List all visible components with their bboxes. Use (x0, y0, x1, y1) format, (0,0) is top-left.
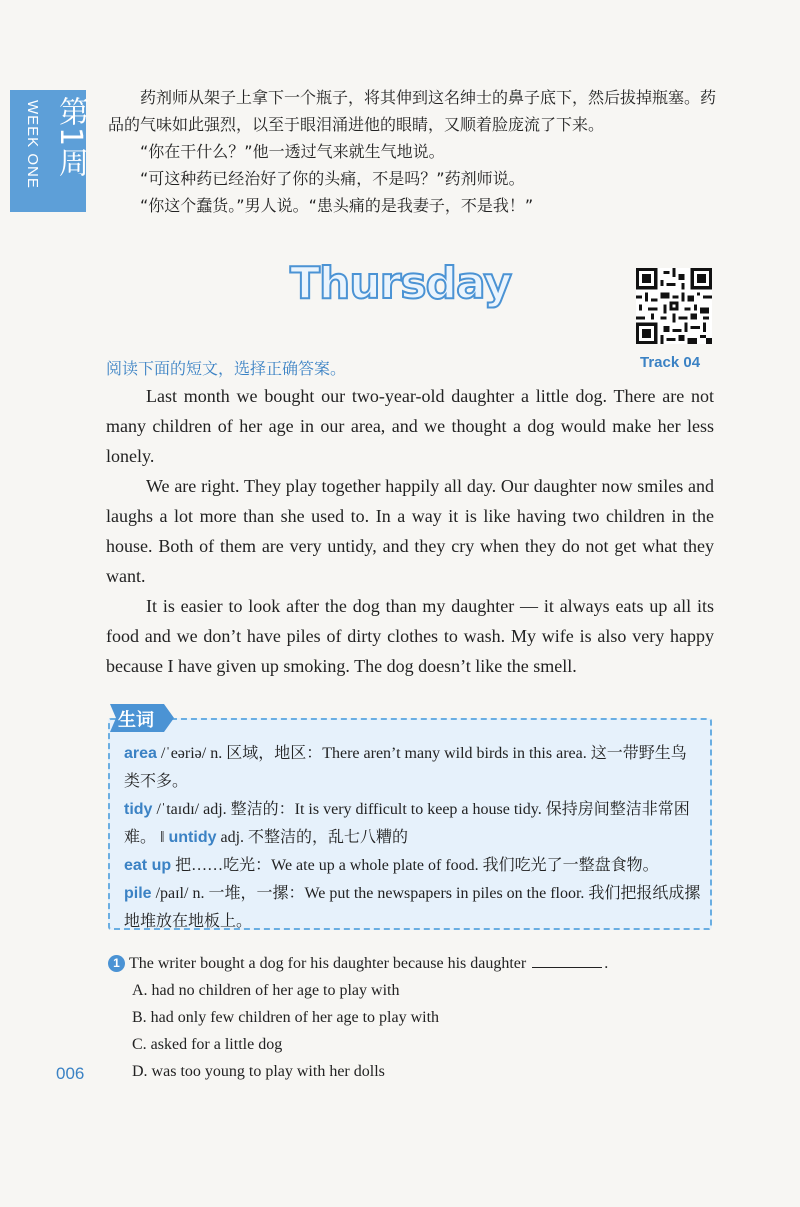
vocab-entry (124, 852, 702, 880)
answer-options (108, 977, 708, 1085)
day-title: Thursday (290, 258, 512, 309)
question-stem (108, 950, 708, 977)
question-number: 1 (108, 955, 125, 972)
question-text: The writer bought a dog for his daughter because his daughter (129, 955, 527, 972)
vocab-entry (124, 880, 702, 936)
week-tab (10, 90, 86, 212)
week-tab-en: WEEK ONE (24, 100, 41, 189)
answer-blank[interactable] (532, 953, 602, 968)
question-1 (108, 950, 708, 1085)
vocab-entry (124, 740, 702, 796)
vocab-definition: adj. 不整洁的，乱七八糟的 (216, 829, 409, 846)
instruction: 阅读下面的短文，选择正确答案。 (106, 359, 347, 378)
track-label: Track 04 (640, 354, 701, 371)
week-tab-cn: 第1周 (53, 96, 88, 179)
page-number: 006 (56, 1064, 85, 1083)
vocab-definition: /ˈeəriə/ n. 区域，地区：There aren’t many wild birds in this area. 这一带野生鸟类不多。 (124, 745, 687, 790)
passage-paragraph: Last month we bought our two-year-old daughter a little dog. There are not many children of her age in our area, and we thought a dog would make her less lonely. (106, 386, 714, 466)
question-end: . (604, 955, 609, 972)
vocab-word: untidy (168, 829, 217, 846)
qr-code-icon[interactable] (636, 268, 712, 344)
passage-paragraph: It is easier to look after the dog than my daughter — it always eats up all its food and we don’t have piles of dirty clothes to wash. My wife is also very happy because I have given up smoking. The dog doesn’t like the smell. (106, 596, 714, 676)
story-paragraph: 药剂师从架子上拿下一个瓶子，将其伸到这名绅士的鼻子底下，然后拔掉瓶塞。药品的气味如此强烈，以至于眼泪涌进他的眼睛，又顺着脸庞流了下来。 (108, 88, 717, 134)
option-d[interactable]: D. was too young to play with her dolls (132, 1063, 385, 1080)
story-paragraph: “你在干什么？”他一透过气来就生气地说。 (140, 142, 445, 161)
vocab-definition: /ˈtaɪdɪ/ adj. 整洁的：It is very difficult to keep a house tidy. 保持房间整洁非常困难。 ‖ (124, 801, 690, 846)
option-c[interactable]: C. asked for a little dog (132, 1036, 283, 1053)
option-a[interactable]: A. had no children of her age to play with (132, 982, 400, 999)
vocab-definition: 把……吃光：We ate up a whole plate of food. 我们吃光了一整盘食物。 (171, 857, 659, 874)
story-paragraph: “你这个蠢货。”男人说。“患头痛的是我妻子，不是我！” (140, 196, 534, 215)
option-b[interactable]: B. had only few children of her age to play with (132, 1009, 440, 1026)
vocab-word: tidy (124, 801, 153, 818)
vocab-word: eat up (124, 857, 172, 874)
vocab-word: area (124, 745, 157, 762)
vocab-word: pile (124, 885, 152, 902)
passage-paragraph: We are right. They play together happily all day. Our daughter now smiles and laughs a lot more than she used to. In a way it is like having two children in the house. Both of them are very untidy, and they cry when they do not get what they want. (106, 476, 714, 586)
vocab-entry (124, 796, 702, 852)
vocab-definition: /paɪl/ n. 一堆，一摞：We put the newspapers in piles on the floor. 我们把报纸成摞地堆放在地板上。 (124, 885, 701, 930)
vocabulary-list (124, 740, 702, 936)
reading-passage (106, 381, 714, 681)
chinese-story (108, 84, 728, 219)
story-paragraph: “可这种药已经治好了你的头痛，不是吗？”药剂师说。 (140, 169, 525, 188)
vocabulary-badge-label: 生词 (118, 710, 154, 731)
vocabulary-badge (104, 700, 178, 736)
